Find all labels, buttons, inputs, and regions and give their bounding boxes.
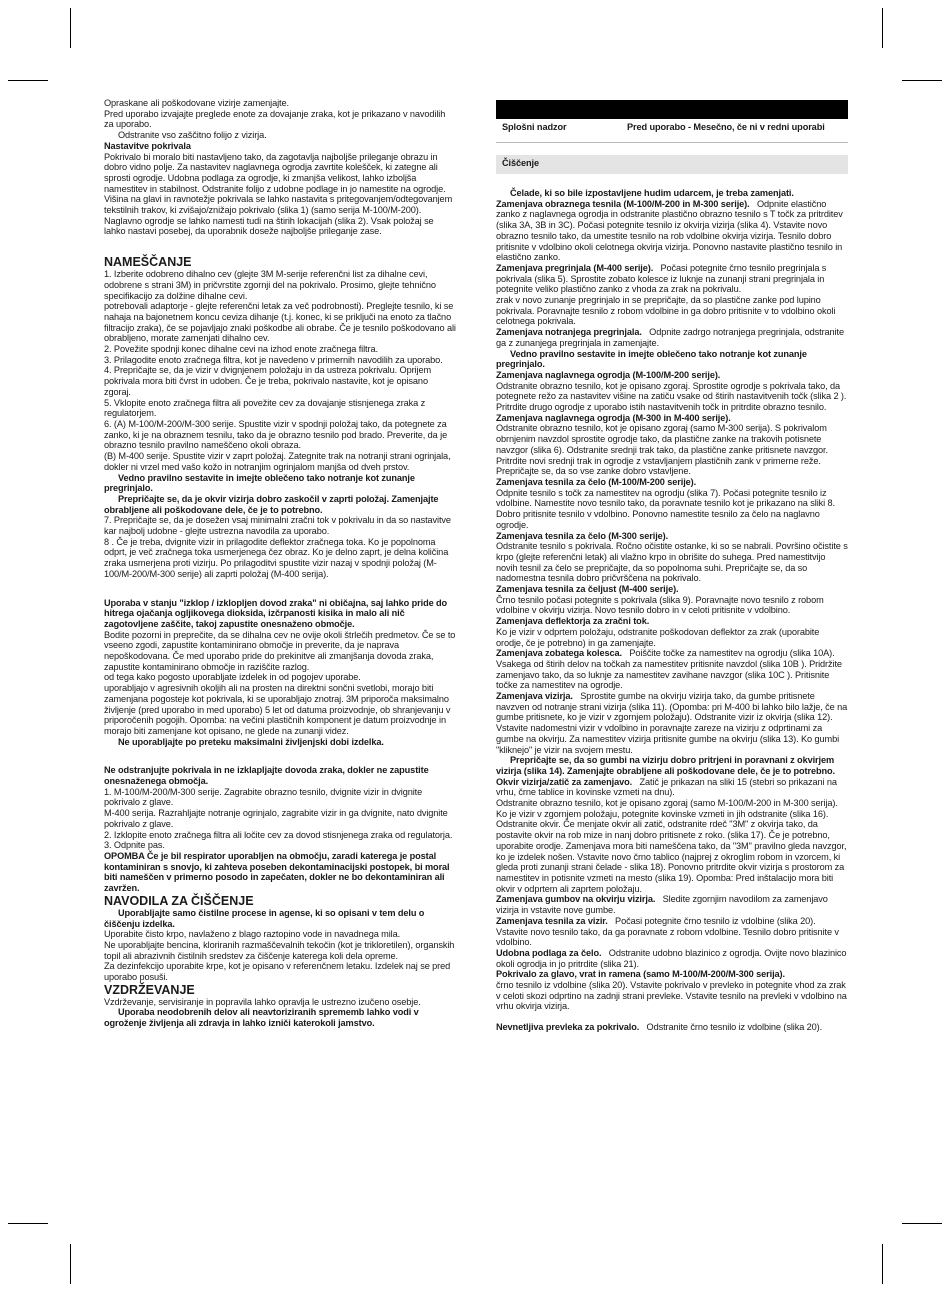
paragraph: 1. M-100/M-200/M-300 serije. Zagrabite obrazno tesnilo, dvignite vizir in dvignite pokrivalo z glave. xyxy=(104,786,423,808)
bold-paragraph: Čelade, ki so bile izpostavljene hudim udarcem, je treba zamenjati. xyxy=(510,188,794,198)
spacer xyxy=(104,747,456,765)
left-column xyxy=(104,98,456,1029)
crop-mark xyxy=(70,1244,71,1284)
paragraph: Odstranite tesnilo s pokrivala. Ročno očistite ostanke, ki so se nabrali. Površino očistite s krpo (glejte referenčni letak) ali vlažno krpo in obrišite do suhega. Pred namestitvijo novih tesnil za čelo se prepričajte, da so popolnoma suhi. Prepričajte se, da so nadomestna tesnila dobro pričvrščena na pokrivalo. xyxy=(496,541,848,584)
paragraph: 2. Izklopite enoto zračnega filtra ali ločite cev za dovod stisnjenega zraka od regulatorja. xyxy=(104,829,453,840)
paragraph: od tega kako pogosto uporabljate izdelek in od pogojev uporabe. xyxy=(104,672,361,683)
paragraph: potrebovali adaptorje - glejte referenčni letak za več podrobnosti). Preglejte tesnilo, ki se nahaja na bajonetnem koncu ceviza dihanje (t.j. konec, ki se priključi na enoto za tlačno filtracijo zraka), če se pojavljajo znaki poškodbe ali obrabe. Če je tesnilo poškodovano ali obrabljeno, morate zamenjati dihalno cev. xyxy=(104,301,456,344)
paragraph-text: Sledite zgornjim navodilom za zamenjavo vizirja in vstavite nove gumbe. xyxy=(496,894,828,916)
bold-paragraph: Uporaba v stanju "izklop / izklopljen dovod zraka" ni običajna, saj lahko pride do hitrega ojačanja ogljikovega dioksida, izčrpanosti kisika in malo ali nič zagotovljene zaščite, takoj zapustite onesnaženo območje. xyxy=(104,597,448,629)
right-column xyxy=(496,100,848,1033)
paragraph: 7. Prepričajte se, da je dosežen vsaj minimalni zračni tok v pokrivalu in da so nastavitve kar najbolj udobne - glejte ustrezna navodila za uporabo. xyxy=(104,515,451,537)
paragraph: Odstranite obrazno tesnilo, kot je opisano zgoraj (samo M-100/M-200 in M-300 serija). Ko je vizir v zgornjem položaju, potegnite kovinske vzmeti in jih odstranite (slika 16). Odstranite okvir. Če menjate okvir ali zatič, odstranite rdeč "3M" z okvirja tako, da postavite okvir na rob mize in nanj dobro pritisnete z roko. (slika 17). Če je potrebno, uporabite orodje. Zamenjava mora biti nameščena tako, da "3M" pravilno gleda navzgor, ko je izdelek nošen. Vstavite novo črno tablico (najprej z okroglim robom in vzorcem, ki gleda proti zunanji strani čelade - slika 18). Ponovno pritrdite okvir vizirja s prostorom za namestitev in potisnite vzmeti na mesto (slika 19). Opomba: Pred inštalacijo mora biti okvir v odprtem ali zaprtem položaju. xyxy=(496,798,847,894)
inspection-frequency: Pred uporabo - Mesečno, če ni v redni uporabi xyxy=(627,122,825,132)
bold-paragraph: Zamenjava naglavnega ogrodja (M-100/M-200 serije). xyxy=(496,369,721,380)
crop-mark xyxy=(882,8,883,48)
paragraph-text: Počasi potegnite črno tesnilo pregrinjala s pokrivala (slika 5). Sprostite zobato kolesce iz luknje na zunanji strani pregrinjala in potegnite veliko plastično zanko z vhoda za zrak na pokrivalu. xyxy=(496,262,827,295)
paragraph: Ko je vizir v odprtem položaju, odstranite poškodovan deflektor za zrak (uporabite orodje, če je potrebno) in ga zamenjajte. xyxy=(496,626,820,648)
cleaning-section-bar: Čiščenje xyxy=(496,155,848,174)
paragraph xyxy=(496,199,848,263)
paragraph: črno tesnilo iz vdolbine (slika 20). Vstavite pokrivalo v prevleko in potegnite vhod za zrak v celoti skozi odprtino na zadnji strani prevleke. Vstavite tesnilo na prevleki v vdolbino na vrhu okvirja vizirja. xyxy=(496,980,847,1012)
paragraph: (B) M-400 serije. Spustite vizir v zaprt položaj. Zategnite trak na notranji strani ogrinjala, dokler ni vrzel med vašo kožo in notranjim ogrinjalom manjša od dveh prstov. xyxy=(104,451,451,472)
paragraph: Črno tesnilo počasi potegnite s pokrivala (slika 9). Poravnajte novo tesnilo z robom vdolbine v okvirju vizirja. Novo tesnilo dobro in v celoti pritisnite v vdolbino. xyxy=(496,594,824,616)
paragraph xyxy=(496,894,848,915)
run-in-heading: Zamenjava gumbov na okvirju vizirja. xyxy=(496,894,656,905)
paragraph: Bodite pozorni in preprečite, da se dihalna cev ne ovije okoli štrlečih predmetov. Če se to vseeno zgodi, zapustite kontaminirano območje in preverite, da je naprava nepoškodovana. Če med uporabo pride do prekinitve ali zmanjšanja dovoda zraka, zapustite kontaminirano območje in raziščite razlog. xyxy=(104,629,456,672)
paragraph: 6. (A) M-100/M-200/M-300 serije. Spustite vizir v spodnji položaj tako, da potegnete za zanko, ki je na obraznem tesnilu, tako da je obrazno tesnilo pod brado. Preverite, da je obrazno tesnilo pravilno nameščeno okoli obraza. xyxy=(104,418,448,451)
paragraph: M-400 serija. Razrahljajte notranje ogrinjalo, zagrabite vizir in ga dvignite, nato dvignite pokrivalo z glave. xyxy=(104,808,448,829)
paragraph: Odstranite obrazno tesnilo, kot je opisano zgoraj (samo M-300 serija). S pokrivalom obrnjenim navzdol sprostite ogrodje tako, da plastične zanke na trakovih potisnete navzgor (slika 6). Odstranite srednji trak tako, da plastične zanke pritisnete navzgor. Pritrdite novi srednji trak in ogrodje z vstavljanjem plastičnih zank v primerne reže. Prepričajte se, da so vse zanke dobro vstavljene. xyxy=(496,423,828,477)
crop-mark xyxy=(70,8,71,48)
paragraph xyxy=(496,648,848,691)
paragraph-text: Odstranite črno tesnilo iz vdolbine (slika 20). xyxy=(639,1022,823,1033)
paragraph-text: Sprostite gumbe na okvirju vizirja tako, da gumbe pritisnete navzven od notranje strani vizirja (slika 11). (Opomba: pri M-400 bi lahko bilo lažje, če na gumbe pritisnete, ko je vizir v zgornjem položaju). Odstranite vizir iz okvirja (slika 12). Vstavite nadomestni vizir v vdolbino in poravnajte zareze na vizirju z odprtinami za gumbe na okvirju. Za namestitev vizirja pritisnite gumbe na okvirju (slika 13). Ko gumbi "kliknejo" je vizir na svojem mestu. xyxy=(496,691,848,755)
section-heading: NAMEŠČANJE xyxy=(104,255,192,270)
paragraph-text: Odpnite elastično zanko z naglavnega ogrodja in odstranite plastično obrazno tesnilo s T točk za pritrditev (slika 3A, 3B in 3C). Počasi potegnite tesnilo iz okvirja vizirja (slika 4). Vstavite novo obrazno tesnilo tako, da umestite tesnilo na rob vdolbine okvirja vizirja. Tesnilo dobro pritisnite v vdolbino okoli celotnega okvirja vizirja. Ponovno nastavite plastično tesnilo in elastično zanko. xyxy=(496,198,843,263)
bold-paragraph: Ne odstranjujte pokrivala in ne izklapljajte dovoda zraka, dokler ne zapustite onesnaženega območja. xyxy=(104,765,429,787)
paragraph xyxy=(496,1022,848,1033)
crop-mark xyxy=(902,80,942,81)
paragraph-text: Zatič je prikazan na sliki 15 (stebri so prikazani na vrhu, črne tablice in kovinske vzmeti na dnu). xyxy=(496,776,837,798)
bold-paragraph: Pokrivalo za glavo, vrat in ramena (samo M-100/M-200/M-300 serija). xyxy=(496,969,785,980)
paragraph xyxy=(496,691,848,755)
paragraph: zrak v novo zunanje pregrinjalo in se prepričajte, da so plastične zanke pod lupino pokrivala. Poravnajte tesnilo z robom vdolbine in ga dobro pritisnite v to vdolbino okoli celotnega pokrivala. xyxy=(496,295,836,327)
paragraph xyxy=(496,263,848,295)
crop-mark xyxy=(8,1223,48,1224)
run-in-heading: Zamenjava tesnila za vizir. xyxy=(496,915,608,926)
paragraph-text: Poiščite točke za namestitev na ogrodju (slika 10A). Vsakega od štirih delov na točkah za namestitev pritisnite navzdol (slika 10B ). Pridržite zamenjavo tako, da so luknje za namestitev zavihane navzgor (slika 10C ). Pritisnite točke za namestitev na ogrodje. xyxy=(496,648,842,691)
run-in-heading: Zamenjava pregrinjala (M-400 serije). xyxy=(496,262,654,273)
paragraph: Pokrivalo bi moralo biti nastavljeno tako, da zagotavlja najboljše prileganje obrazu in dobro vidno polje. Za nastavitev naglavnega ogrodja zavrtite kolešček, ki zategne ali sprosti ogrodje. Udobna podlaga za ogrodje, ki zmanjša velikost, lahko izboljša namestitev in stabilnost. Odstranite folijo z udobne podlage in jo namestite na ogrodje. Višina na glavi in ravnotežje pokrivala se lahko nastavita s pritegovanjem/odtegovanjem tekstilnih trakov, ki zvišajo/znižajo pokrivalo (slika 1) (samo serija M-100/M-200). Naglavno ogrodje se lahko namesti tudi na štirih lokacijah (slika 2). Vsak položaj se lahko nastavi posebej, da uporabnik doseže najboljše prileganje zase. xyxy=(104,151,453,237)
paragraph: 5. Vklopite enoto zračnega filtra ali povežite cev za dovajanje stisnjenega zraka z regulatorjem. xyxy=(104,397,426,419)
maintenance-table-row xyxy=(496,119,848,143)
paragraph: 1. Izberite odobreno dihalno cev (glejte 3M M-serije referenčni list za dihalne cevi, odobrene s strani 3M) in pričvrstite zgornji del na pokrivalo. Prosimo, glejte tehnično specifikacijo za dolžine dihalne cevi. xyxy=(104,269,436,301)
crop-mark xyxy=(8,80,48,81)
crop-mark xyxy=(902,1223,942,1224)
run-in-heading: Nevnetljiva prevleka za pokrivalo. xyxy=(496,1022,640,1033)
paragraph: Za dezinfekcijo uporabite krpe, kot je opisano v referenčnem letaku. Izdelek naj se pred uporabo posuši. xyxy=(104,961,451,983)
run-in-heading: Zamenjava zobatega kolesca. xyxy=(496,648,622,659)
paragraph xyxy=(496,777,848,798)
bold-paragraph: Uporabljajte samo čistilne procese in agense, ki so opisani v tem delu o čiščenju izdelka. xyxy=(104,907,425,929)
spacer xyxy=(104,237,456,255)
section-heading: VZDRŽEVANJE xyxy=(104,982,195,997)
crop-mark xyxy=(882,1244,883,1284)
paragraph: Odpnite tesnilo s točk za namestitev na ogrodju (slika 7). Počasi potegnite tesnilo iz vdolbine. Namestite novo tesnilo tako, da poravnate tesnilo kot je prikazano na sliki 8. Dobro pritisnite tesnilo v vdolbino. Ponovno namestite tesnilo za čelo na naglavno ogrodje. xyxy=(496,487,835,530)
paragraph xyxy=(496,327,848,348)
run-in-heading: Okvir vizirja/zatič za zamenjavo. xyxy=(496,776,633,787)
bold-paragraph: Vedno pravilno sestavite in imejte oblečeno tako notranje kot zunanje pregrinjalo. xyxy=(104,472,415,494)
run-in-heading: Zamenjava vizirja. xyxy=(496,691,573,702)
paragraph: Pred uporabo izvajajte preglede enote za dovajanje zraka, kot je prikazano v navodilih za uporabo. xyxy=(104,108,446,130)
bold-paragraph: Uporaba neodobrenih delov ali neavtoriziranih sprememb lahko vodi v ogroženje življenja ali zdravja in lahko izniči katerokoli jamstvo. xyxy=(104,1007,419,1029)
paragraph: Opraskane ali poškodovane vizirje zamenjajte. xyxy=(104,98,289,108)
paragraph: 8 . Če je treba, dvignite vizir in prilagodite deflektor zračnega toka. Ko je popolnoma odprt, je več zračnega toka usmerjenega čez obraz. Ko je delno zaprt, je delna količina zraka usmerjena proti vizirju. Po prilagoditvi spustite vizir nazaj v spodnji položaj (M-100/M-200/M-300 serije) ali zaprti položaj (M-400 serija). xyxy=(104,536,449,579)
bold-paragraph: Zamenjava tesnila za čelo (M-300 serije). xyxy=(496,530,669,541)
spacer xyxy=(496,1012,848,1022)
paragraph: 3. Odpnite pas. xyxy=(104,840,165,851)
run-in-heading: Zamenjava notranjega pregrinjala. xyxy=(496,327,642,338)
bold-paragraph: Nastavitve pokrivala xyxy=(104,140,191,151)
paragraph-text: Odpnite zadrgo notranjega pregrinjala, odstranite ga z zunanjega pregrinjala in zamenjajte. xyxy=(496,327,844,348)
paragraph: 3. Prilagodite enoto zračnega filtra, kot je navedeno v primernih navodilih za uporabo. xyxy=(104,354,443,365)
paragraph xyxy=(496,916,848,948)
bold-paragraph: Prepričajte se, da je okvir vizirja dobro zaskočil v zaprti položaj. Zamenjajte obrabljene ali poškodovane dele, če je to potrebno. xyxy=(104,493,439,515)
paragraph: Ne uporabljajte bencina, kloriranih razmaščevalnih tekočin (kot je trikloretilen), organskih topil ali abrazivnih čistilnih sredstev za čiščenje katerega koli dela opreme. xyxy=(104,939,455,961)
paragraph: Uporabite čisto krpo, navlaženo z blago raztopino vode in navadnega mila. xyxy=(104,929,401,940)
paragraph: uporabljajo v agresivnih okoljih ali na prosten na direktni sončni svetlobi, morajo biti zamenjana pogosteje kot pokrivala, ki se uporabljajo znotraj. 3M priporoča maksimalno življenje (pred uporabo in med uporabo) 5 let od datuma proizvodnje, ob shranjevanju v priporočenih pogojih. Opomba: na večini plastičnih komponent je datum proizvodnje in morajo biti zamenjane kot opisano, ne glede na zunanji videz. xyxy=(104,683,451,736)
paragraph-text: Odstranite udobno blazinico z ogrodja. Ovijte novo blazinico okoli ogrodja in jo pritrdite (slika 21). xyxy=(496,947,847,969)
bold-paragraph: Vedno pravilno sestavite in imejte oblečeno tako notranje kot zunanje pregrinjalo. xyxy=(496,348,807,370)
section-heading: NAVODILA ZA ČIŠČENJE xyxy=(104,893,254,908)
run-in-heading: Udobna podlaga za čelo. xyxy=(496,947,602,958)
bold-paragraph: OPOMBA Če je bil respirator uporabljen na območju, zaradi katerega je postal kontaminiran s snovjo, ki zahteva poseben dekontaminacijski postopek, bi moral biti nameščen v primerno posodo in zapečaten, dokler ne bo dekontaminiran ali zavržen. xyxy=(104,851,450,894)
paragraph: Odstranite vso zaščitno folijo z vizirja. xyxy=(118,130,267,141)
spacer xyxy=(104,580,456,598)
paragraph-text: Počasi potegnite črno tesnilo iz vdolbine (slika 20). Vstavite novo tesnilo tako, da ga poravnate z robom vdolbine. Tesnilo dobro pritisnite v vdolbino. xyxy=(496,915,839,948)
paragraph xyxy=(496,948,848,969)
bold-paragraph: Zamenjava naglavnega ogrodja (M-300 in M-400 serije). xyxy=(496,412,731,423)
paragraph: Odstranite obrazno tesnilo, kot je opisano zgoraj. Sprostite ogrodje s pokrivala tako, da potegnete režo za nastavitev višine na zatiču vsake od štirih nastavitvenih točk (slika 2 ). Pritrdite drugo ogrodje z uporabo istih nastavitvenih točk in pritrdite obrazno tesnilo. xyxy=(496,380,847,413)
bold-paragraph: Ne uporabljajte po preteku maksimalni življenjski dobi izdelka. xyxy=(118,736,384,747)
inspection-label: Splošni nadzor xyxy=(502,122,567,132)
run-in-heading: Zamenjava obraznega tesnila (M-100/M-200 in M-300 serije). xyxy=(496,198,750,209)
paragraph: 2. Povežite spodnji konec dihalne cevi na izhod enote zračnega filtra. xyxy=(104,344,378,355)
maintenance-table-header-bar xyxy=(496,100,848,119)
paragraph: Vzdrževanje, servisiranje in popravila lahko opravlja le ustrezno izučeno osebje. xyxy=(104,996,421,1007)
bold-paragraph: Zamenjava tesnila za čeljust (M-400 serije). xyxy=(496,584,679,595)
bold-paragraph: Zamenjava deflektorja za zračni tok. xyxy=(496,616,650,627)
bold-paragraph: Prepričajte se, da so gumbi na vizirju dobro pritrjeni in poravnani z okvirjem vizirja (slika 14). Zamenjajte obrabljene ali poškodovane dele, če je to potrebno. xyxy=(496,755,835,776)
bold-paragraph: Zamenjava tesnila za čelo (M-100/M-200 serije). xyxy=(496,476,697,487)
right-column-body xyxy=(496,188,848,1033)
paragraph: 4. Prepričajte se, da je vizir v dvignjenem položaju in da ustreza pokrivalu. Oprijem pokrivala mora biti čvrst in udoben. Če je treba, pokrivalo nastavite, kot je opisano zgoraj. xyxy=(104,365,432,397)
